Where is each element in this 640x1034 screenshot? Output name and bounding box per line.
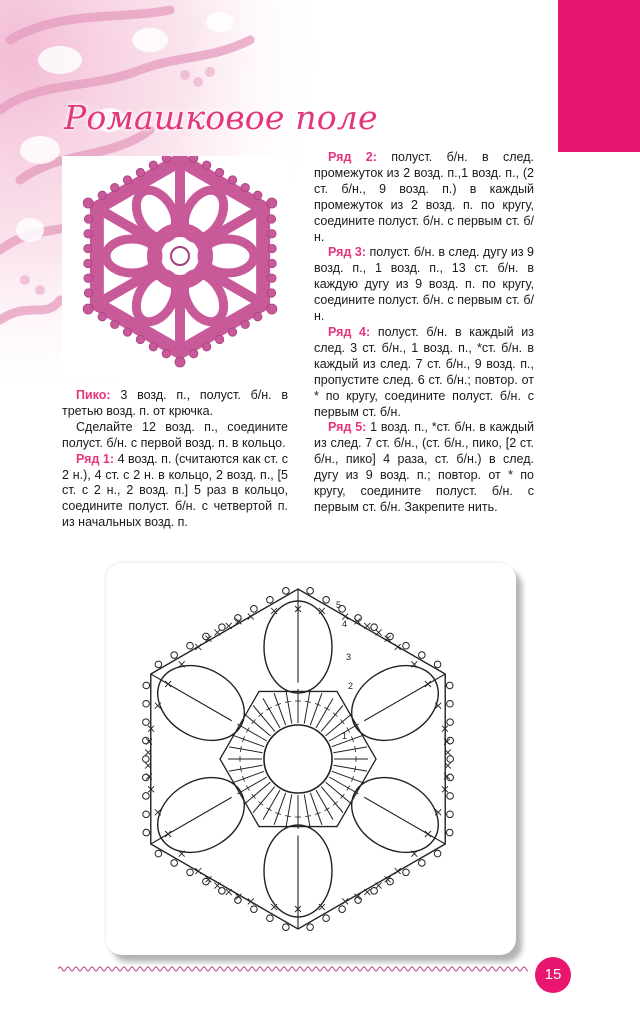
crochet-diagram [106,563,516,955]
piko-paragraph [62,388,288,420]
row3-text: полуст. б/н. в след. дугу из 9 возд. п., 1 возд. п., 13 ст. б/н. в каждую дугу из 9 возд. п. по кругу, соедините полуст. б/н. с первым ст. б/н. [314,245,534,324]
row2-text: полуст. б/н. в след. промежуток из 2 возд. п.,1 возд. п., (2 ст. б/н., 9 возд. п.) в каждый промежуток из 2 возд. п. по кругу, соедините полуст. б/н. с первым ст. б/н. [314,150,534,244]
row2-paragraph [314,150,534,245]
row3-label: Ряд 3: [328,245,367,260]
row4-paragraph [314,325,534,420]
intro-paragraph: Сделайте 12 возд. п., соедините полуст. б/н. с первой возд. п. в кольцо. [62,419,288,450]
motif-photo [62,156,292,376]
row-marker-4: 4 [342,619,348,629]
piko-label: Пико: [76,388,111,402]
row-marker-1: 1 [342,731,348,741]
row1-label: Ряд 1: [76,451,115,466]
crochet-diagram-chart [106,563,516,955]
row1-paragraph [62,452,288,532]
footer-wave [58,967,528,971]
row3-paragraph [314,245,534,325]
motif-photo-image [62,156,292,376]
section-tab [558,0,640,152]
row-marker-3: 3 [346,652,352,662]
row-marker-5: 5 [336,600,342,610]
motif-shape [83,156,277,367]
row4-text: полуст. б/н. в каждый из след. 3 ст. б/н., 1 возд. п., *ст. б/н. в каждый из след. 7 ст. б/н., 9 возд. п., пропустите след. 6 ст. б/н.; повтор. от * по кругу, соедините полуст. б/н. с первым ст. б/н. [314,324,534,419]
row5-label: Ряд 5: [328,420,367,435]
row5-paragraph [314,420,534,515]
row-marker-2: 2 [348,681,354,691]
row2-label: Ряд 2: [328,150,377,164]
row5-text: 1 возд. п., *ст. б/н. в каждый из след. 7 ст. б/н., (ст. б/н., пико, [2 ст. б/н., пико] 4 раза, ст. б/н.) в след. дугу из 9 возд. п.; повтор. от * по кругу, соедините полуст. б/н. с первым ст. б/н. Закрепите нить. [314,420,534,514]
page-number-badge: 15 [535,957,571,993]
page-title: Ромашковое поле [64,98,378,137]
piko-text: 3 возд. п., полуст. б/н. в третью возд. п. от крючка. [62,388,288,418]
right-instructions [314,150,534,516]
footer-wave-divider [58,962,528,976]
left-instructions [62,388,288,531]
row4-label: Ряд 4: [328,324,371,339]
diagram-artwork [142,588,453,931]
row1-text: 4 возд. п. (считаются как ст. с 2 н.), 4 ст. с 2 н. в кольцо, 2 возд. п., [5 ст. с 2 н., 2 возд. п.] 5 раз в кольцо, соедините полуст. б/н. с четвертой п. из начальных возд. п. [62,451,288,530]
